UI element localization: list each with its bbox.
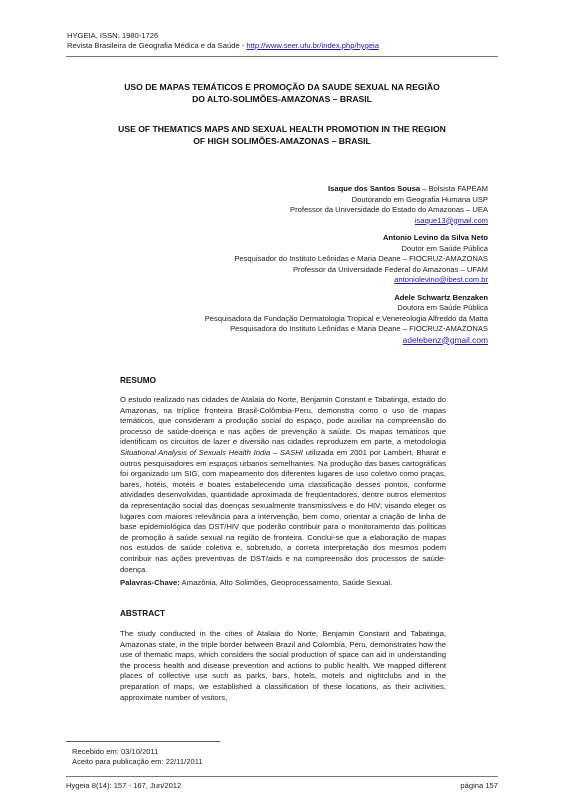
author-affiliation: Professor da Universidade Federal do Amazonas – UFAM (292, 264, 488, 274)
author-email-link[interactable]: isaque13@gmail.com (414, 215, 488, 225)
resumo-methodology-italic: Situational Analysis of Sexuals Health India – SASHI (120, 447, 303, 457)
resumo-text-part1: O estudo realizado nas cidades de Atalaia do Norte, Benjamin Constant e Tabatinga, estado do Amazonas, na tríplice fronteira Brasil-Colômbia-Peru, demonstra como o uso de mapas temáticos, que consideram a produção social do espaço, pode auxiliar na compreensão do processo de saúde-doença e nas ações de prevenção à saúde. Os mapas temáticos que identificam os circuitos de lazer e diversão nas cidades reproduzem em parte, a metodologia (120, 395, 446, 447)
footer-citation: Hygeia 8(14): 157 - 167, Jun/2012 (66, 781, 182, 790)
journal-subtitle (67, 41, 379, 51)
author-affiliation: Doutor em Saúde Pública (401, 243, 488, 253)
author-name: Isaque dos Santos Sousa (328, 184, 421, 193)
author-block (128, 184, 488, 226)
received-date: Recebido em: 03/10/2011 (72, 747, 159, 756)
abstract-heading: ABSTRACT (120, 609, 166, 618)
resumo-heading: RESUMO (120, 376, 156, 385)
footer-divider (66, 776, 498, 777)
author-email-link[interactable]: antoniolevino@ibest.com.br (394, 275, 488, 284)
author-affiliation: Pesquisadora da Fundação Dermatologia Tropical e Venereologia Alfreddo da Matta (204, 313, 488, 323)
author-name-line (128, 184, 488, 195)
title-english (66, 124, 498, 147)
author-affiliation: Doutora em Saúde Pública (397, 303, 488, 312)
journal-issn: HYGEIA, ISSN: 1980-1726 (67, 31, 159, 40)
title-pt-line1: USO DE MAPAS TEMÁTICOS E PROMOÇÃO DA SAUDE SEXUAL NA REGIÃO (124, 82, 440, 92)
accepted-date: Aceito para publicação em: 22/11/2011 (72, 757, 203, 766)
journal-subtitle-text: Revista Brasileira de Geografia Médica e da Saúde - (67, 41, 247, 50)
journal-url-link[interactable]: http://www.seer.ufu.br/index.php/hygeia (246, 41, 379, 50)
keywords-label: Palavras-Chave: (120, 578, 180, 587)
author-name: Antonio Levino da Silva Neto (382, 233, 488, 242)
footnote-divider (66, 741, 220, 742)
author-affiliation: Pesquisador do Instituto Leônidas e Maria Deane – FIOCRUZ-AMAZONAS (234, 254, 488, 263)
abstract-text: The study conducted in the cities of Atalaia do Norte, Benjamin Constant and Tabatinga, Amazonas state, in the triple border between Brazil and Colombia, Peru, demonstrates how the use of thematic maps, which considers the social production of space can aid in understanding the process health and disease prevention and actions to public health. We mapped different places of collective use such as parks, bars, hotels, motels and nightclubs and in the preparation of maps, we established a classification of these locations, as their activities, approximate number of visitors, (120, 629, 446, 702)
keywords-value: Amazônia, Alto Solimões, Geoprocessamento, Saúde Sexual. (179, 578, 393, 587)
title-en-line1: USE OF THEMATICS MAPS AND SEXUAL HEALTH PROMOTION IN THE REGION (118, 124, 446, 134)
author-name-line (128, 293, 488, 304)
author-name: Adele Schwartz Benzaken (394, 292, 488, 302)
journal-header (67, 31, 379, 51)
author-block (128, 233, 488, 286)
author-name-line (128, 233, 488, 244)
author-list (128, 184, 488, 353)
title-en-line2: OF HIGH SOLIMÕES-AMAZONAS – BRASIL (193, 135, 371, 146)
title-pt-line2: DO ALTO-SOLIMÕES-AMAZONAS – BRASIL (192, 93, 372, 104)
author-affiliation: Professor da Universidade do Estado do Amazonas – UEA (290, 205, 488, 214)
title-portuguese (66, 82, 498, 105)
author-affiliation: Doutorando em Geografia Humana USP (351, 194, 488, 204)
resumo-text-part2: utilizada em 2001 por Lambert, Bharat e outros pesquisadores em espaços urbanos semelhantes. Na produção das bases cartográficas foi organizado um SIG, com mapeamento dos diferentes lugares de uso coletivo como praças, bares, hotéis, motéis e boates estabelecendo uma classificação desses pontos, conforme atividades desenvolvidas, quantidade aproximada de freqüentadores, dentre outros elementos da representação social das doenças sexualmente transmissíveis e do HIV; visando eleger os lugares com maiores relevância para a intervenção, bem como, orientar a criação de linha de base epidemiológica das DST/HIV que poderão contribuir para o monitoramento das políticas de promoção à saúde sexual na região de fronteira. Conclui-se que a elaboração de mapas nos estudos de saúde coletiva e, sobretudo, a correta interpretação dos mesmos podem contribuir nas ações preventivas de DST/aids e na compreensão dos processos de saúde-doença. (120, 447, 446, 574)
author-block (128, 293, 488, 347)
author-affiliation: Pesquisadora do Instituto Leônidas e Maria Deane – FIOCRUZ-AMAZONAS (230, 324, 488, 333)
keywords (120, 578, 446, 589)
header-divider (66, 56, 498, 57)
author-email-link[interactable]: adelebenz@gmail.com (402, 334, 488, 345)
resumo-text (120, 395, 446, 575)
footnote (72, 747, 203, 767)
author-role: – Bolsista FAPEAM (420, 184, 488, 193)
footer-page-number: página 157 (460, 781, 498, 790)
